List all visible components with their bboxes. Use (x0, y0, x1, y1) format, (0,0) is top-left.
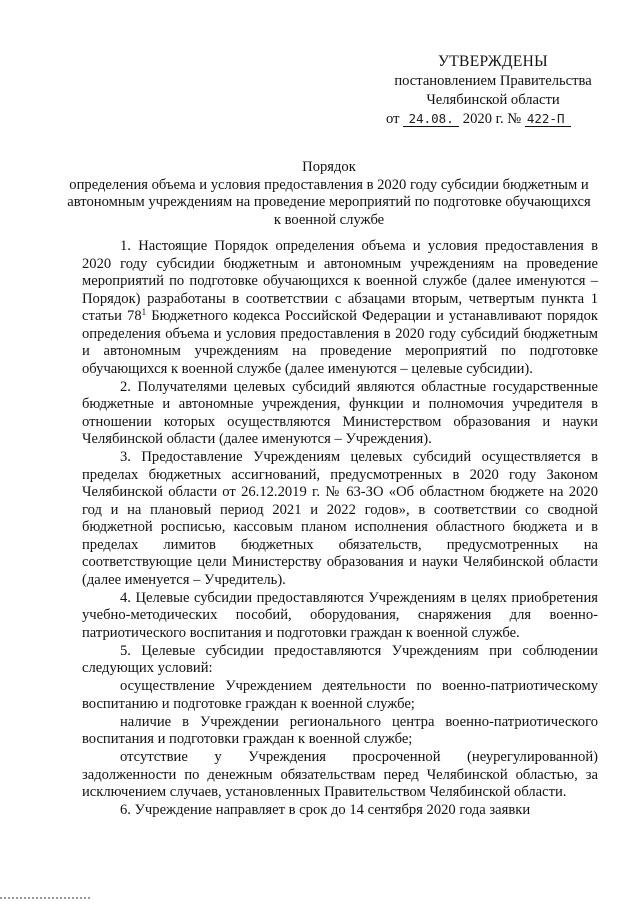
title-subtitle: определения объема и условия предоставления в 2020 году субсидии бюджетным и автономным учреждениям на проведение мероприятий по подготовке обучающихся к военной службе (67, 176, 591, 228)
paragraph-5: 5. Целевые субсидии предоставляются Учреждениям при соблюдении следующих условий: (82, 642, 598, 676)
paragraph-1-part-b: Бюджетного кодекса Российской Федерации и устанавливают порядок определения объема и условия предоставления в 2020 году субсидий бюджетным и автономным учреждениям на проведение мероприятий по подготовке обучающихся к военной службе (далее именуются – целевые субсидии). (82, 308, 599, 377)
date-suffix: 2020 г. № (462, 111, 522, 127)
paragraph-1-part-a: 1. Настоящие Порядок определения объема и условия предоставления в 2020 году субсидии бюджетным и автономным учреждениям на проведение мероприятий по подготовке обучающихся к военной службе (далее именуются – Порядок) разработаны в соответствии с абзацами вторым, четвертым пункта 1 статьи 78 (82, 238, 598, 324)
approval-line-1: постановлением Правительства (394, 73, 592, 89)
approval-date-line (386, 110, 600, 129)
paragraph-5-condition-3: отсутствие у Учреждения просроченной (неурегулированной) задолженности по денежным обязательствам перед Челябинской областью, за исключением случаев, установленных Правительством Челябинской области. (82, 749, 598, 800)
paragraph-5-condition-2: наличие в Учреждении регионального центра военно-патриотического воспитания и подготовки граждан к военной службе; (82, 713, 598, 747)
approval-line-2: Челябинской области (426, 92, 560, 108)
document-body (82, 238, 598, 820)
handwritten-date: 24.08. (403, 112, 459, 127)
paragraph-3: 3. Предоставление Учреждениям целевых субсидий осуществляется в пределах бюджетных ассигнований, предусмотренных в 2020 году Законом Челябинской области от 26.12.2019 г. № 63-ЗО «Об областном бюджете на 2020 год и на плановый период 2021 и 2022 годов», в соответствии со сводной бюджетной росписью, кассовым планом исполнения областного бюджета и в пределах лимитов бюджетных обязательств, предусмотренных на соответствующие цели Министерству образования и науки Челябинской области (далее именуется – Учредитель). (82, 449, 598, 588)
paragraph-2: 2. Получателями целевых субсидий являются областные государственные бюджетные и автономные учреждения, функции и полномочия учредителя в отношении которых осуществляются Министерством образования и науки Челябинской области (далее именуются – Учреждения). (82, 378, 598, 447)
paragraph-5-condition-1: осуществление Учреждением деятельности по военно-патриотическому воспитанию и подготовке граждан к военной службе; (82, 678, 598, 712)
superscript-1: 1 (141, 307, 147, 317)
approval-stamp-block (386, 52, 600, 129)
handwritten-number: 422-П (525, 112, 571, 127)
paragraph-4: 4. Целевые субсидии предоставляются Учреждениям в целях приобретения учебно-методических пособий, оборудования, снаряжения для военно-патриотического воспитания и подготовки граждан к военной службе. (82, 589, 598, 641)
approval-heading: УТВЕРЖДЕНЫ (438, 53, 548, 70)
page-edge-mark (0, 897, 90, 899)
paragraph-1 (82, 238, 598, 378)
paragraph-6: 6. Учреждение направляет в срок до 14 сентября 2020 года заявки (120, 802, 531, 818)
document-title (64, 159, 594, 229)
date-prefix: от (386, 111, 400, 127)
title-heading: Порядок (302, 159, 356, 175)
